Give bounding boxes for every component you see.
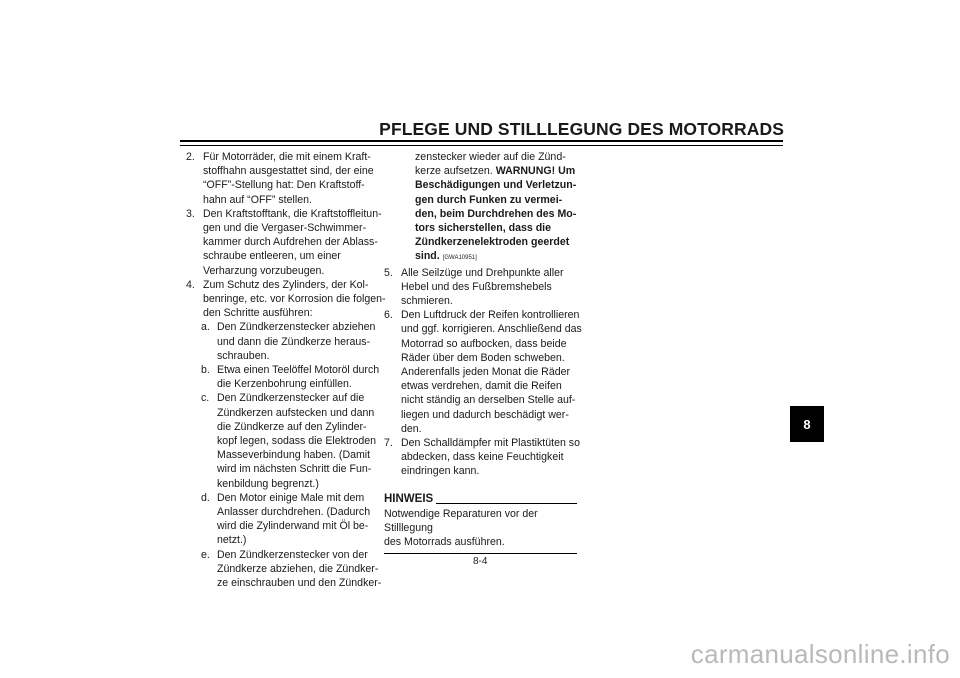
warning-line: Zündkerzenelektroden geerdet bbox=[415, 236, 570, 249]
hinweis-rule bbox=[436, 503, 577, 504]
list-item-7 bbox=[384, 436, 584, 479]
text-line: Für Motorräder, die mit einem Kraft- bbox=[203, 151, 371, 163]
text-line: ze einschrauben und den Zündker- bbox=[217, 577, 382, 590]
text-line: die Kerzenbohrung einfüllen. bbox=[217, 378, 352, 391]
warning-text: WARNUNG! Um bbox=[495, 165, 576, 178]
list-number: 6. bbox=[384, 309, 393, 322]
hinweis-end-rule bbox=[384, 553, 577, 554]
header-rule-thick bbox=[180, 140, 783, 142]
warning-line: gen durch Funken zu vermei- bbox=[415, 193, 563, 206]
right-column bbox=[384, 150, 584, 554]
text-line bbox=[415, 164, 584, 178]
warning-text: sind. bbox=[415, 250, 440, 263]
list-item-4 bbox=[186, 278, 386, 321]
text-line: Hebel und des Fußbremshebels bbox=[401, 280, 552, 293]
text-line: Verharzung vorzubeugen. bbox=[203, 264, 325, 277]
list-number: 5. bbox=[384, 266, 393, 279]
text-line: Den Schalldämpfer mit Plastiktüten so bbox=[401, 437, 580, 450]
text-line: schmieren. bbox=[401, 295, 453, 308]
sub-item-c bbox=[186, 391, 386, 490]
watermark: carmanualsonline.info bbox=[690, 639, 950, 669]
text-line: kenbildung begrenzt.) bbox=[217, 477, 319, 490]
chapter-tab: 8 bbox=[790, 406, 824, 442]
page-title: PFLEGE UND STILLLEGUNG DES MOTORRADS bbox=[379, 119, 784, 139]
text-line: zenstecker wieder auf die Zünd- bbox=[415, 151, 566, 163]
text-line: Notwendige Reparaturen vor der Stilllegung bbox=[384, 507, 538, 534]
header-rule-thin bbox=[180, 145, 783, 146]
sub-letter: e. bbox=[201, 548, 210, 561]
text-line: Alle Seilzüge und Drehpunkte aller bbox=[401, 266, 564, 279]
text-line: benringe, etc. vor Korrosion die folgen- bbox=[203, 293, 386, 306]
text-line: Masseverbindung haben. (Damit bbox=[217, 449, 371, 462]
hinweis-label: HINWEIS bbox=[384, 492, 434, 505]
text-line: abdecken, dass keine Feuchtigkeit bbox=[401, 451, 564, 464]
left-column bbox=[186, 150, 386, 590]
continued-text bbox=[384, 150, 584, 266]
text-line: “OFF”-Stellung hat: Den Kraftstoff- bbox=[203, 179, 365, 192]
text-line: Anderenfalls jeden Monat die Räder bbox=[401, 366, 571, 379]
text-line: liegen und dadurch beschädigt wer- bbox=[401, 408, 569, 421]
text-line: netzt.) bbox=[217, 534, 247, 547]
warning-line: Beschädigungen und Verletzun- bbox=[415, 179, 577, 192]
hinweis-heading bbox=[384, 493, 577, 505]
text-line: den Schritte ausführen: bbox=[203, 307, 313, 320]
list-number: 2. bbox=[186, 151, 195, 163]
list-item-5 bbox=[384, 266, 584, 309]
hinweis-text bbox=[384, 507, 584, 550]
sub-item-a bbox=[186, 320, 386, 363]
text-line: Den Zündkerzenstecker abziehen bbox=[217, 321, 376, 334]
list-number: 7. bbox=[384, 437, 393, 450]
text-line: Räder über dem Boden schweben. bbox=[401, 351, 565, 364]
text-line: gen und die Vergaser-Schwimmer- bbox=[203, 222, 367, 235]
sub-item-b bbox=[186, 363, 386, 391]
text-line: etwas verdrehen, damit die Reifen bbox=[401, 380, 562, 393]
warning-line: tors sicherstellen, dass die bbox=[415, 222, 552, 235]
text-line: Den Zündkerzenstecker auf die bbox=[217, 392, 365, 405]
text-line: des Motorrads ausführen. bbox=[384, 536, 505, 549]
text-line: wird die Zylinderwand mit Öl be- bbox=[217, 520, 369, 533]
text-line: die Zündkerze auf den Zylinder- bbox=[217, 420, 367, 433]
text-span: kerze aufsetzen. bbox=[415, 165, 493, 178]
warning-line: den, beim Durchdrehen des Mo- bbox=[415, 207, 577, 220]
text-line: Etwa einen Teelöffel Motoröl durch bbox=[217, 364, 380, 377]
text-line: Den Motor einige Male mit dem bbox=[217, 491, 365, 504]
text-line: und ggf. korrigieren. Anschließend das bbox=[401, 323, 582, 336]
list-item-6 bbox=[384, 308, 584, 436]
list-number: 3. bbox=[186, 207, 195, 220]
text-line: stoffhahn ausgestattet sind, der eine bbox=[203, 165, 374, 178]
text-line: den. bbox=[401, 422, 422, 435]
sub-letter: a. bbox=[201, 321, 210, 334]
text-line: Den Zündkerzenstecker von der bbox=[217, 548, 368, 561]
list-number: 4. bbox=[186, 278, 195, 291]
page-number: 8-4 bbox=[473, 556, 488, 567]
text-line: Den Kraftstofftank, die Kraftstoffleitun- bbox=[203, 207, 382, 220]
text-line: eindringen kann. bbox=[401, 465, 480, 478]
warning-code: [GWA10951] bbox=[442, 255, 477, 262]
text-line: hahn auf “OFF” stellen. bbox=[203, 193, 312, 206]
sub-item-e bbox=[186, 548, 386, 591]
sub-letter: c. bbox=[201, 392, 210, 405]
text-line: Zündkerzen aufstecken und dann bbox=[217, 406, 375, 419]
text-line: Anlasser durchdrehen. (Dadurch bbox=[217, 506, 371, 519]
text-line: wird im nächsten Schritt die Fun- bbox=[217, 463, 372, 476]
sub-letter: b. bbox=[201, 364, 210, 377]
text-line bbox=[415, 249, 584, 265]
list-item-2 bbox=[186, 150, 386, 207]
text-line: Motorrad so aufbocken, dass beide bbox=[401, 337, 567, 350]
text-line: nicht ständig an derselben Stelle auf- bbox=[401, 394, 576, 407]
text-line: schraube entleeren, um einer bbox=[203, 250, 341, 263]
text-line: kammer durch Aufdrehen der Ablass- bbox=[203, 236, 378, 249]
sub-item-d bbox=[186, 491, 386, 548]
text-line: und dann die Zündkerze heraus- bbox=[217, 335, 371, 348]
text-line: Zündkerze abziehen, die Zündker- bbox=[217, 562, 379, 575]
sub-letter: d. bbox=[201, 491, 210, 504]
list-item-3 bbox=[186, 207, 386, 278]
text-line: Den Luftdruck der Reifen kontrollieren bbox=[401, 309, 580, 322]
text-line: schrauben. bbox=[217, 349, 270, 362]
text-line: kopf legen, sodass die Elektroden bbox=[217, 435, 377, 448]
text-line: Zum Schutz des Zylinders, der Kol- bbox=[203, 278, 369, 291]
